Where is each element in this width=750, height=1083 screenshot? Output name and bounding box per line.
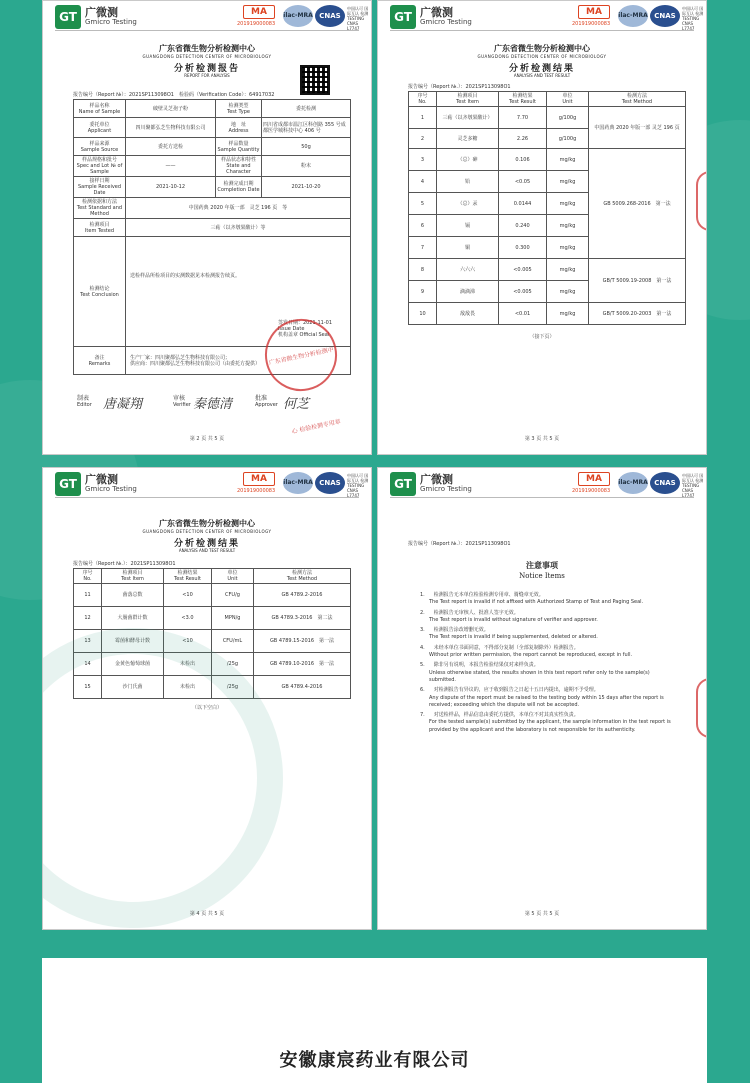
ma-mark: MA: [243, 472, 275, 486]
table-row: [74, 607, 351, 630]
approver-signature: 批准 Approver: [255, 395, 278, 408]
value-state: 粉末: [262, 156, 351, 177]
col-no: 序号 No.: [409, 92, 437, 107]
verifier-scribble: 秦德清: [193, 397, 233, 412]
cell-unit: mg/kg: [547, 237, 589, 259]
cell-unit: CFU/mL: [212, 630, 254, 653]
cell-method: 中国药典 2020 年版一部 灵芝 196 页: [589, 107, 686, 149]
label-spec: 样品规格和批号 Spec and Lot № of Sample: [74, 156, 126, 177]
label-source: 样品来源 Sample Source: [74, 138, 126, 156]
report-page-2: [42, 0, 372, 455]
cell-result: 0.106: [499, 149, 547, 171]
issue-date: 签发日期：2021-11-01 Issue Date 机构盖章 Official Seal: [277, 320, 332, 338]
cell-no: 11: [74, 584, 102, 607]
cell-item: 六六六: [437, 259, 499, 281]
end-note: （以下空白）: [191, 705, 222, 711]
list-item: 4. 未经本单位书面同意，不得部分复制（全部复制除外）检测报告。 Without prior written permission, the report cannot be reproduced, except in full.: [420, 644, 633, 659]
report-number: 报告编号（Report №.）：2021SP113098O1: [408, 84, 511, 90]
value-spec: ——: [126, 156, 216, 177]
report-page-4: [42, 467, 372, 930]
brand-name: 广微测: [420, 473, 453, 486]
value-quantity: 50g: [262, 138, 351, 156]
col-method: 检测方法 Test Method: [254, 569, 351, 584]
ma-mark: MA: [243, 5, 275, 19]
gmicro-logo: GT: [55, 5, 81, 29]
cell-result: <0.005: [499, 281, 547, 303]
cell-no: 12: [74, 607, 102, 630]
cell-item: 灵芝多糖: [437, 129, 499, 149]
gmicro-logo: GT: [55, 472, 81, 496]
org-name: 广东省微生物分析检测中心: [159, 44, 255, 53]
cnas-text: 中国认可 国际互认 检测 TESTING CNAS L7747: [682, 473, 704, 498]
list-item: 1. 检测报告无本单位检验检测专用章、骑缝章无效。 The Test report is invalid if not affixed with Authorized Stamp of Test and Paging Seal.: [420, 592, 644, 606]
cell-item: 三萜（以齐墩果酸计）: [437, 107, 499, 129]
cell-method: GB/T 5009.19-2008 第一法: [589, 259, 686, 303]
cell-result: 0.300: [499, 237, 547, 259]
cell-unit: mg/kg: [547, 215, 589, 237]
cell-unit: mg/kg: [547, 259, 589, 281]
brand-name-en: Gmicro Testing: [420, 485, 472, 493]
page-header: [55, 3, 369, 31]
table-row: [409, 149, 686, 171]
org-name: 广东省微生物分析检测中心: [494, 44, 590, 53]
cell-unit: /25g: [212, 676, 254, 699]
cell-method: GB 4789.15-2016 第一法: [254, 630, 351, 653]
label-conclusion: 检测结论 Test Conclusion: [74, 237, 126, 347]
ilac-mra-logo: ilac-MRA: [283, 472, 313, 494]
cell-method: GB 4789.3-2016 第二法: [254, 607, 351, 630]
col-result: 检测结果 Test Result: [164, 569, 212, 584]
results-title: 分析检测结果: [508, 64, 575, 74]
cell-item: 镉: [437, 215, 499, 237]
cell-result: 0.0144: [499, 193, 547, 215]
cell-unit: mg/kg: [547, 149, 589, 171]
cell-item: （总）汞: [437, 193, 499, 215]
page-footer: 第 5 页 共 5 页: [524, 911, 560, 917]
col-no: 序号 No.: [74, 569, 102, 584]
qr-code: [300, 65, 330, 95]
page-footer: 第 2 页 共 5 页: [189, 436, 225, 442]
cell-no: 4: [409, 171, 437, 193]
brand-name-en: Gmicro Testing: [420, 18, 472, 26]
ilac-mra-logo: ilac-MRA: [618, 5, 648, 27]
results-table-1: [408, 91, 686, 325]
list-item: 7. 对送检样品，样品信息由委托方提供，本单位不对其真实性负责。 For the tested sample(s) submitted by the applicant, the sample information in the test report is provided by the applicant and the laboratory is not responsible for its authenticity.: [420, 712, 671, 733]
table-row: [74, 584, 351, 607]
cell-item: 菌落总数: [102, 584, 164, 607]
org-name-en: GUANGDONG DETECTION CENTER OF MICROBIOLOGY: [142, 54, 272, 59]
cell-no: 3: [409, 149, 437, 171]
ilac-mra-logo: ilac-MRA: [283, 5, 313, 27]
label-method: 检测依据和方法 Test Standard and Method: [74, 198, 126, 219]
cell-unit: CFU/g: [212, 584, 254, 607]
org-name-en: GUANGDONG DETECTION CENTER OF MICROBIOLOGY: [477, 54, 607, 59]
col-result: 检测结果 Test Result: [499, 92, 547, 107]
cell-item: 金黄色葡萄球菌: [102, 653, 164, 676]
gmicro-logo: GT: [390, 5, 416, 29]
results-title: 分析检测结果: [173, 539, 240, 549]
col-item: 检测项目 Test Item: [437, 92, 499, 107]
cell-no: 7: [409, 237, 437, 259]
label-test-type: 检测类型 Test Type: [216, 100, 262, 118]
report-number: 报告编号（Report №.）：2021SP113098O1: [408, 541, 511, 547]
ma-number: 201919000083: [572, 21, 611, 27]
table-row: [409, 107, 686, 129]
col-method: 检测方法 Test Method: [589, 92, 686, 107]
ma-mark: MA: [578, 472, 610, 486]
cell-method: GB 4789.10-2016 第一法: [254, 653, 351, 676]
company-card: [42, 958, 707, 1083]
value-conclusion: 送检样品所检项目的实测数据见本检测报告续页。 签发日期：2021-11-01 Issue Date 机构盖章 Official Seal: [126, 237, 351, 347]
value-remarks: 生产厂家：四川聚都弘芝生物科技有限公司； 供应商：四川聚都弘芝生物科技有限公司（由委托方提供）: [126, 347, 351, 375]
value-applicant: 四川聚都弘芝生物科技有限公司: [126, 118, 216, 138]
results-title-en: ANALYSIS AND TEST RESULT: [513, 73, 571, 78]
cell-no: 6: [409, 215, 437, 237]
value-items: 三萜（以齐墩果酸计）等: [126, 219, 351, 237]
label-applicant: 委托单位 Applicant: [74, 118, 126, 138]
report-page-5: [377, 467, 707, 930]
cell-item: 敌敌畏: [437, 303, 499, 325]
verifier-signature: 审核 Verifier: [173, 395, 191, 408]
cell-item: 霉菌和酵母计数: [102, 630, 164, 653]
cell-unit: g/100g: [547, 129, 589, 149]
editor-scribble: 唐凝翔: [103, 397, 143, 412]
cell-result: 7.70: [499, 107, 547, 129]
cell-result: 2.26: [499, 129, 547, 149]
cnas-text: 中国认可 国际互认 检测 TESTING CNAS L7747: [347, 6, 369, 31]
cell-no: 2: [409, 129, 437, 149]
cell-no: 15: [74, 676, 102, 699]
cell-no: 13: [74, 630, 102, 653]
paging-seal: [696, 171, 707, 231]
cell-item: （总）砷: [437, 149, 499, 171]
cell-no: 10: [409, 303, 437, 325]
cell-unit: mg/kg: [547, 303, 589, 325]
brand-name: 广微测: [85, 6, 118, 19]
cell-result: <10: [164, 630, 212, 653]
company-name: 安徽康宸药业有限公司: [279, 1050, 470, 1071]
label-remarks: 备注 Remarks: [74, 347, 126, 375]
cell-unit: g/100g: [547, 107, 589, 129]
cnas-logo: CNAS: [315, 472, 345, 494]
cell-method: GB 4789.2-2016: [254, 584, 351, 607]
page-header: [390, 3, 704, 31]
page-footer: 第 4 页 共 5 页: [189, 911, 225, 917]
cell-result: <10: [164, 584, 212, 607]
cell-unit: mg/kg: [547, 193, 589, 215]
value-completed: 2021-10-20: [262, 177, 351, 198]
org-name: 广东省微生物分析检测中心: [159, 519, 255, 528]
label-quantity: 样品数量 Sample Quantity: [216, 138, 262, 156]
ilac-mra-logo: ilac-MRA: [618, 472, 648, 494]
cell-result: <0.01: [499, 303, 547, 325]
value-received: 2021-10-12: [126, 177, 216, 198]
label-address: 地 址 Address: [216, 118, 262, 138]
cell-item: 大肠菌群计数: [102, 607, 164, 630]
gmicro-logo: GT: [390, 472, 416, 496]
cell-result: 未检出: [164, 653, 212, 676]
cell-unit: MPN/g: [212, 607, 254, 630]
ma-number: 201919000083: [572, 488, 611, 494]
report-title-en: REPORT FOR ANALYSIS: [184, 73, 230, 78]
cell-result: 未检出: [164, 676, 212, 699]
page-header: [55, 470, 369, 498]
brand-name: 广微测: [85, 473, 118, 486]
notice-title-en: Notice Items: [519, 572, 565, 580]
cell-item: 滴滴涕: [437, 281, 499, 303]
paging-seal: [696, 678, 707, 738]
cell-result: 0.240: [499, 215, 547, 237]
cell-item: 铅: [437, 171, 499, 193]
org-name-en: GUANGDONG DETECTION CENTER OF MICROBIOLOGY: [142, 529, 272, 534]
list-item: 6. 对检测报告有异议的，应于收到报告之日起十五日内提出，逾期不予受理。 Any dispute of the report must be raised to the testing body within 15 days after the report is received; exceeding which the dispute will not be accepted.: [420, 687, 664, 708]
cell-item: 沙门氏菌: [102, 676, 164, 699]
continued-note: （接下页）: [529, 334, 555, 340]
ma-mark: MA: [578, 5, 610, 19]
cell-unit: mg/kg: [547, 171, 589, 193]
report-number: 报告编号（Report №）：2021SP113098O1 检验码（Verification Code）：64917032: [73, 92, 275, 98]
notice-list: [420, 592, 676, 737]
cell-method: GB 5009.268-2016 第一法: [589, 149, 686, 259]
value-address: 四川省成都市温江区科创路 355 号成都医学城科技中心 406 号: [262, 118, 351, 138]
list-item: 3. 检测报告涂改增删无效。 The Test report is invalid if being supplemented, deleted or altered.: [420, 627, 598, 641]
notice-title: 注意事项: [526, 561, 558, 570]
cnas-logo: CNAS: [315, 5, 345, 27]
page-header: [390, 470, 704, 498]
report-number: 报告编号（Report №.）：2021SP113098O1: [73, 561, 176, 567]
report-page-3: [377, 0, 707, 455]
results-title-en: ANALYSIS AND TEST RESULT: [178, 548, 236, 553]
cnas-logo: CNAS: [650, 472, 680, 494]
label-completed: 检测完成日期 Completion Date: [216, 177, 262, 198]
editor-signature: 制表 Editor: [77, 395, 92, 408]
cell-method: GB 4789.4-2016: [254, 676, 351, 699]
label-state: 样品状态和特性 State and Character: [216, 156, 262, 177]
cnas-text: 中国认可 国际互认 检测 TESTING CNAS L7747: [347, 473, 369, 498]
cell-no: 8: [409, 259, 437, 281]
cell-no: 14: [74, 653, 102, 676]
value-test-type: 委托检测: [262, 100, 351, 118]
ma-number: 201919000083: [237, 21, 276, 27]
value-source: 委托方送检: [126, 138, 216, 156]
report-title: 分析检测报告: [173, 64, 240, 74]
table-row: [409, 259, 686, 281]
value-sample-name: 破壁灵芝孢子粉: [126, 100, 216, 118]
approver-scribble: 何芝: [283, 397, 310, 412]
list-item: 2. 检测报告无审核人、批准人签字无效。 The Test report is invalid without signature of verifier and approver.: [420, 609, 598, 623]
cell-method: GB/T 5009.20-2003 第一法: [589, 303, 686, 325]
cell-no: 5: [409, 193, 437, 215]
label-items: 检测项目 Item Tested: [74, 219, 126, 237]
label-sample-name: 样品名称 Name of Sample: [74, 100, 126, 118]
col-item: 检测项目 Test Item: [102, 569, 164, 584]
cnas-text: 中国认可 国际互认 检测 TESTING CNAS L7747: [682, 6, 704, 31]
page-footer: 第 3 页 共 5 页: [524, 436, 560, 442]
brand-name-en: Gmicro Testing: [85, 485, 137, 493]
value-method: 中国药典 2020 年版一部 灵芝 196 页 等: [126, 198, 351, 219]
cell-result: <3.0: [164, 607, 212, 630]
table-row: [409, 303, 686, 325]
ma-number: 201919000083: [237, 488, 276, 494]
col-unit: 单位 Unit: [212, 569, 254, 584]
cnas-logo: CNAS: [650, 5, 680, 27]
cell-no: 1: [409, 107, 437, 129]
cell-no: 9: [409, 281, 437, 303]
cell-unit: mg/kg: [547, 281, 589, 303]
col-unit: 单位 Unit: [547, 92, 589, 107]
label-received: 接样日期 Sample Received Date: [74, 177, 126, 198]
brand-name: 广微测: [420, 6, 453, 19]
official-seal-stamp: 广东省微生物分析检测中心 检验检测专用章: [258, 312, 343, 397]
list-item: 5. 除非另有说明，本报告检验结果仅对来样负责。 Unless otherwise stated, the results shown in this test report refer only to the sample(s) submitted.: [420, 662, 650, 683]
cell-result: <0.005: [499, 259, 547, 281]
cell-unit: /25g: [212, 653, 254, 676]
brand-name-en: Gmicro Testing: [85, 18, 137, 26]
cell-item: 铜: [437, 237, 499, 259]
cell-result: <0.05: [499, 171, 547, 193]
